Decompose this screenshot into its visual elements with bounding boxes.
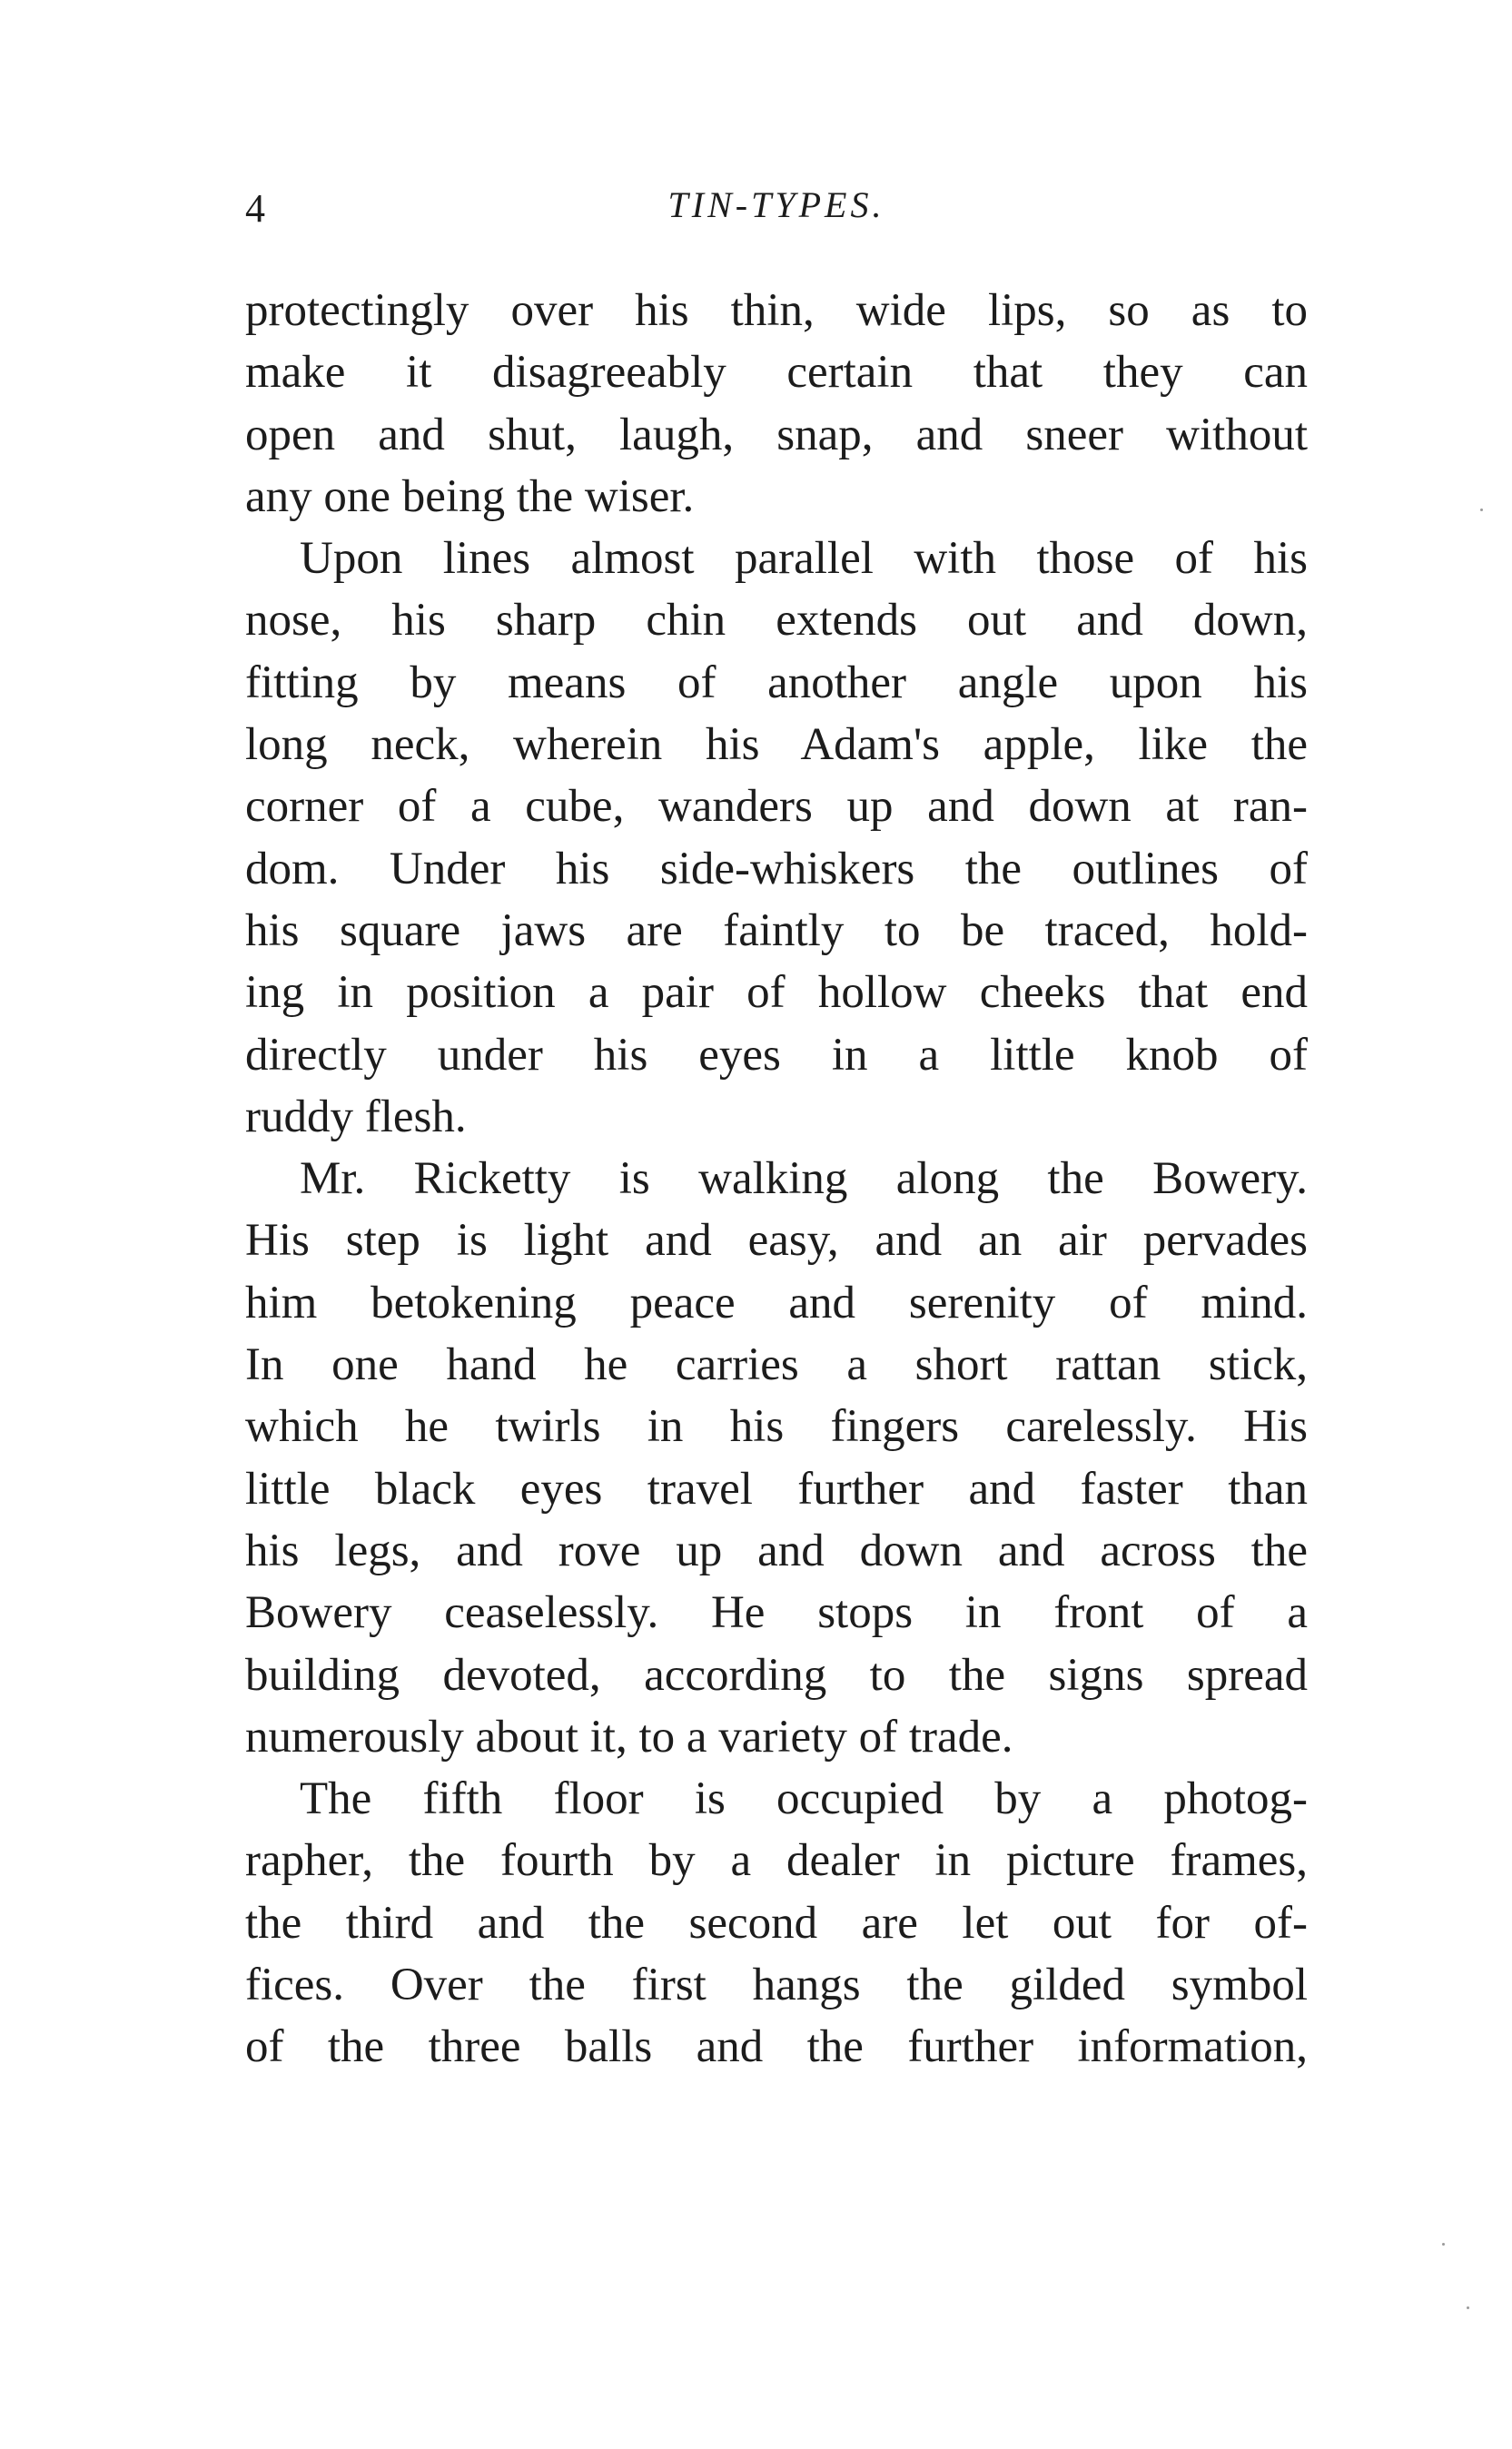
- running-head: [245, 182, 1308, 236]
- text-line: his square jaws are faintly to be traced, hold-: [245, 904, 1308, 956]
- text-line: the third and the second are let out for of-: [245, 1897, 1308, 1949]
- text-line: him betokening peace and serenity of mind.: [245, 1277, 1308, 1328]
- text-line: make it disagreeably certain that they can: [245, 347, 1308, 399]
- text-line: his legs, and rove up and down and across the: [245, 1525, 1308, 1576]
- text-line: rapher, the fourth by a dealer in picture frames,: [245, 1835, 1308, 1887]
- text-line: In one hand he carries a short rattan stick,: [245, 1339, 1308, 1391]
- text-line: numerously about it, to a variety of trade.: [245, 1711, 1013, 1763]
- text-line: long neck, wherein his Adam's apple, like the: [245, 719, 1308, 771]
- text-line: The fifth floor is occupied by a photog-: [300, 1773, 1308, 1825]
- page-number: 4: [245, 186, 265, 231]
- text-line: any one being the wiser.: [245, 470, 695, 522]
- text-line: Mr. Ricketty is walking along the Bowery.: [300, 1153, 1308, 1205]
- text-line: His step is light and easy, and an air pervades: [245, 1215, 1308, 1267]
- paper-speck: [1480, 509, 1483, 511]
- text-line: corner of a cube, wanders up and down at ran-: [245, 781, 1308, 833]
- text-line: fices. Over the first hangs the gilded symbol: [245, 1960, 1308, 2011]
- text-line: nose, his sharp chin extends out and down,: [245, 595, 1308, 647]
- text-line: directly under his eyes in a little knob of: [245, 1029, 1308, 1081]
- paper-speck: [1442, 2243, 1445, 2246]
- text-line: open and shut, laugh, snap, and sneer without: [245, 409, 1308, 460]
- text-line: ruddy flesh.: [245, 1091, 467, 1142]
- text-line: building devoted, according to the signs spread: [245, 1649, 1308, 1701]
- text-line: Bowery ceaselessly. He stops in front of a: [245, 1587, 1308, 1639]
- text-line: of the three balls and the further information,: [245, 2021, 1308, 2073]
- text-line: Upon lines almost parallel with those of his: [300, 533, 1308, 585]
- running-title: TIN-TYPES.: [667, 184, 885, 225]
- text-line: which he twirls in his fingers carelessly. His: [245, 1401, 1308, 1453]
- text-line: ing in position a pair of hollow cheeks that end: [245, 967, 1308, 1019]
- paper-speck: [1467, 2306, 1469, 2309]
- body-text: [245, 280, 1308, 2079]
- text-line: dom. Under his side-whiskers the outlines of: [245, 843, 1308, 894]
- text-line: protectingly over his thin, wide lips, so as to: [245, 285, 1308, 336]
- text-line: little black eyes travel further and faster than: [245, 1463, 1308, 1515]
- text-line: fitting by means of another angle upon his: [245, 657, 1308, 708]
